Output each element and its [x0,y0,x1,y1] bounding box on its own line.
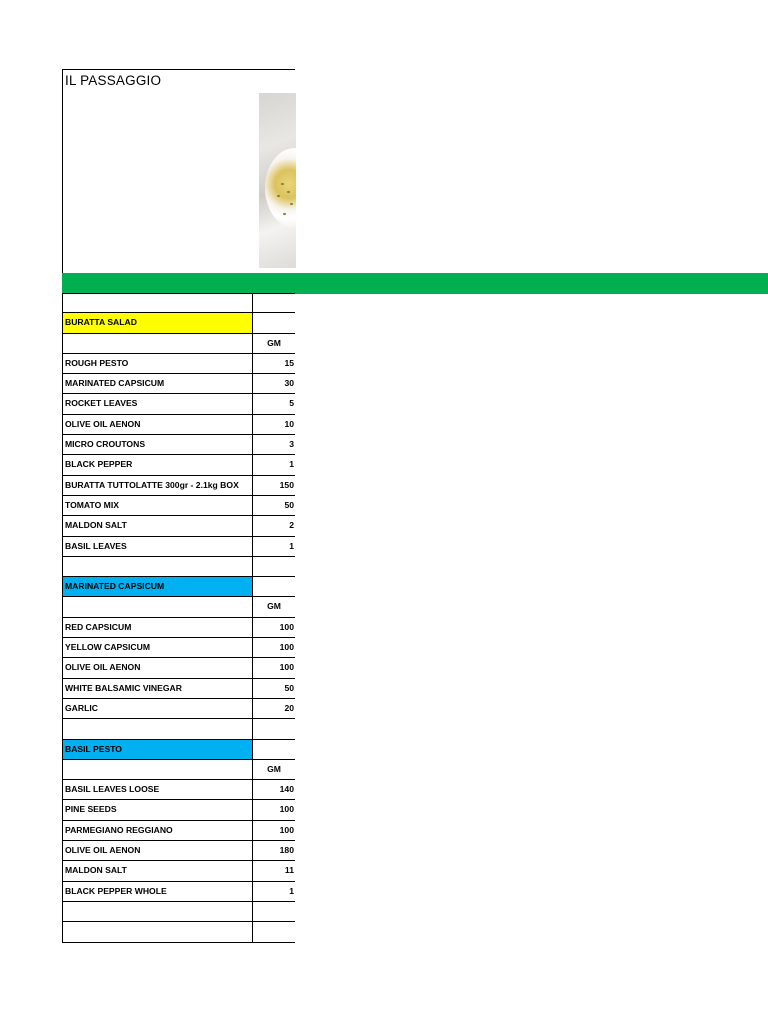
ingredient-row-label: BASIL LEAVES [62,537,253,556]
ingredient-row-value: 100 [279,804,294,815]
blank-row-value [253,294,295,312]
ingredient-row-value: 50 [284,499,294,510]
ingredient-row [62,435,295,455]
ingredient-row-label: WHITE BALSAMIC VINEGAR [62,679,253,698]
ingredient-row [62,699,295,719]
ingredient-row-label: MALDON SALT [62,861,253,880]
ingredient-row-label: MALDON SALT [62,516,253,535]
blank-row-value [253,902,295,921]
blank-row-value [253,557,295,576]
restaurant-title: IL PASSAGGIO [65,73,162,88]
ingredient-row [62,516,295,536]
ingredient-row-value: 50 [284,682,294,693]
section-header-label: BASIL PESTO [62,740,253,759]
ingredient-row [62,618,295,638]
ingredient-row [62,821,295,841]
ingredient-row-label: OLIVE OIL AENON [62,841,253,860]
unit-row [62,597,295,617]
unit-row [62,334,295,354]
section-header-label: MARINATED CAPSICUM [62,577,253,596]
blank-row-value [253,922,295,941]
unit-row-label [62,334,253,353]
ingredient-row-value: 100 [279,621,294,632]
section-header [62,313,295,333]
blank-row-value [253,719,295,738]
section-header [62,577,295,597]
ingredient-row-value: 2 [289,520,294,531]
ingredient-row-label: PINE SEEDS [62,800,253,819]
blank-row-label [62,902,253,921]
recipe-sheet [62,69,295,273]
ingredient-row-value: 100 [279,642,294,653]
ingredient-row-value: 150 [279,479,294,490]
ingredient-row [62,882,295,902]
ingredient-row-label: PARMEGIANO REGGIANO [62,821,253,840]
ingredient-row [62,374,295,394]
blank-row [62,557,295,577]
blank-row [62,902,295,922]
ingredient-row [62,394,295,414]
ingredient-row [62,841,295,861]
ingredient-row [62,800,295,820]
section-header-value [253,313,295,332]
ingredient-row-value: 20 [284,702,294,713]
blank-row-label [62,719,253,738]
sheet-header [62,69,295,273]
ingredient-row-label: TOMATO MIX [62,496,253,515]
blank-row [62,293,295,313]
ingredient-row-label: YELLOW CAPSICUM [62,638,253,657]
ingredient-row-label: ROCKET LEAVES [62,394,253,413]
ingredient-row-value: 10 [284,418,294,429]
section-header-label: BURATTA SALAD [62,313,253,332]
ingredient-row [62,496,295,516]
ingredient-row-label: MARINATED CAPSICUM [62,374,253,393]
ingredient-row-label: RED CAPSICUM [62,618,253,637]
unit-row-label [62,597,253,616]
recipe-table [62,293,295,943]
ingredient-row [62,354,295,374]
ingredient-row-value: 3 [289,439,294,450]
blank-row-label [62,294,253,312]
ingredient-row-value: 15 [284,357,294,368]
unit-row-value: GM [267,601,281,612]
unit-row-value: GM [267,337,281,348]
blank-row [62,922,295,942]
ingredient-row-value: 30 [284,378,294,389]
ingredient-row [62,861,295,881]
ingredient-row-label: ROUGH PESTO [62,354,253,373]
unit-row [62,760,295,780]
ingredient-row-value: 100 [279,824,294,835]
ingredient-row-label: OLIVE OIL AENON [62,658,253,677]
ingredient-row [62,476,295,496]
section-header-value [253,740,295,759]
ingredient-row-label: GARLIC [62,699,253,718]
ingredient-row [62,679,295,699]
ingredient-row [62,455,295,475]
ingredient-row-value: 1 [289,459,294,470]
ingredient-row-value: 180 [279,845,294,856]
ingredient-row-label: BASIL LEAVES LOOSE [62,780,253,799]
ingredient-row-value: 100 [279,662,294,673]
ingredient-row-value: 5 [289,398,294,409]
section-header [62,740,295,760]
ingredient-row-label: BLACK PEPPER [62,455,253,474]
ingredient-row-value: 1 [289,540,294,551]
food-photo-icon [259,93,296,268]
unit-row-value: GM [267,763,281,774]
ingredient-row [62,415,295,435]
blank-row-label [62,557,253,576]
ingredient-row-value: 11 [284,865,294,876]
unit-row-label [62,760,253,779]
ingredient-row-label: BLACK PEPPER WHOLE [62,882,253,901]
blank-row [62,719,295,739]
ingredient-row [62,537,295,557]
section-header-value [253,577,295,596]
ingredient-row [62,638,295,658]
ingredient-row-label: MICRO CROUTONS [62,435,253,454]
ingredient-row-label: BURATTA TUTTOLATTE 300gr - 2.1kg BOX [62,476,253,495]
ingredient-row-value: 1 [289,885,294,896]
blank-row-label [62,922,253,941]
ingredient-row [62,658,295,678]
green-header-band [62,273,768,294]
ingredient-row-label: OLIVE OIL AENON [62,415,253,434]
ingredient-row-value: 140 [279,784,294,795]
ingredient-row [62,780,295,800]
